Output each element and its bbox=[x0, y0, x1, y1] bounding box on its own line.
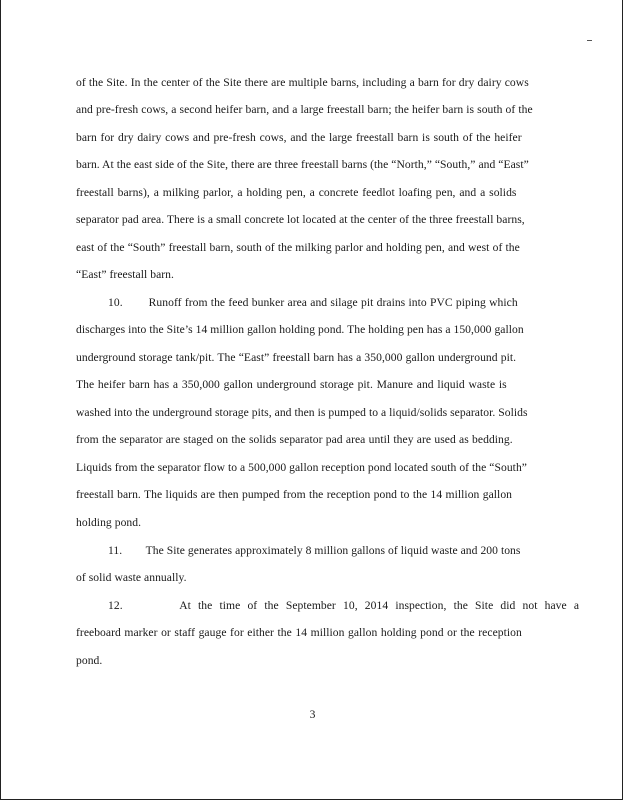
page-number: 3 bbox=[309, 708, 316, 721]
text-line: “East” freestall barn. bbox=[76, 268, 174, 281]
paragraph-11-first-line: 11. The Site generates approximately 8 million gallons of liquid waste and 200 tons bbox=[108, 544, 521, 557]
text-line: The heifer barn has a 350,000 gallon underground storage pit. Manure and liquid waste is bbox=[76, 378, 507, 391]
text-line: from the separator are staged on the solids separator pad area until they are used as bedding. bbox=[76, 433, 513, 446]
scan-mark bbox=[587, 40, 592, 41]
text-line: washed into the underground storage pits, and then is pumped to a liquid/solids separator. Solids bbox=[76, 406, 528, 419]
text-line: barn. At the east side of the Site, there are three freestall barns (the “North,” “South,” and “East” bbox=[76, 158, 529, 171]
text-line: barn for dry dairy cows and pre-fresh cows, and the large freestall barn is south of the heifer bbox=[76, 131, 522, 144]
text-line: Liquids from the separator flow to a 500,000 gallon reception pond located south of the “South” bbox=[76, 461, 528, 474]
text-line: freestall barns), a milking parlor, a holding pen, a concrete feedlot loafing pen, and a solids bbox=[76, 186, 517, 199]
text-line: discharges into the Site’s 14 million gallon holding pond. The holding pen has a 150,000 gallon bbox=[76, 323, 524, 336]
text-line: of solid waste annually. bbox=[76, 571, 187, 584]
text-line: of the Site. In the center of the Site there are multiple barns, including a barn for dry dairy cows bbox=[76, 76, 529, 89]
text-line: freestall barn. The liquids are then pumped from the reception pond to the 14 million gallon bbox=[76, 488, 513, 501]
text-line: holding pond. bbox=[76, 516, 142, 529]
text-line: separator pad area. There is a small concrete lot located at the center of the three freestall barns, bbox=[76, 213, 525, 226]
text-line: pond. bbox=[76, 654, 103, 667]
text-line: underground storage tank/pit. The “East” freestall barn has a 350,000 gallon underground pit. bbox=[76, 351, 517, 364]
paragraph-10-first-line: 10. Runoff from the feed bunker area and silage pit drains into PVC piping which bbox=[108, 296, 518, 309]
text-line: freeboard marker or staff gauge for either the 14 million gallon holding pond or the reception bbox=[76, 626, 522, 639]
paragraph-12-first-line: 12. At the time of the September 10, 2014 inspection, the Site did not have a bbox=[108, 599, 580, 612]
text-line: east of the “South” freestall barn, south of the milking parlor and holding pen, and west of the bbox=[76, 241, 520, 254]
text-line: and pre-fresh cows, a second heifer barn, and a large freestall barn; the heifer barn is south of the bbox=[76, 103, 533, 116]
